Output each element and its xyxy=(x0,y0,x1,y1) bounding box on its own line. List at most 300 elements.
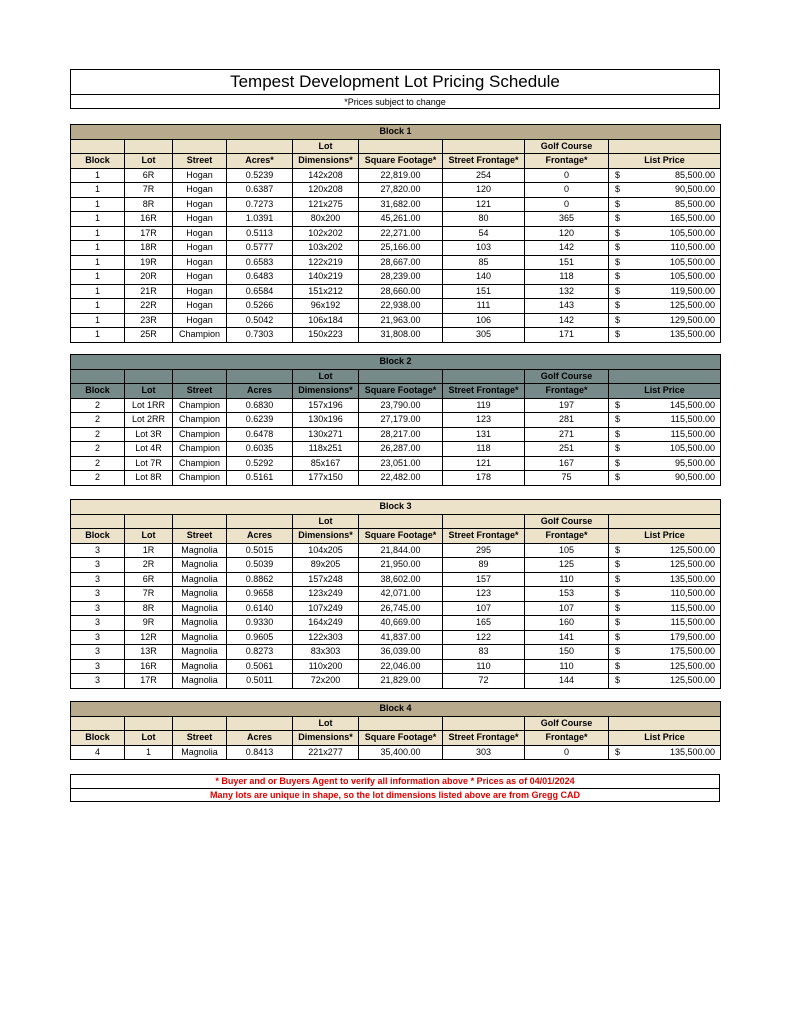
currency-symbol: $ xyxy=(615,544,621,555)
table-cell: 107 xyxy=(443,601,525,616)
price-value: 85,500.00 xyxy=(674,169,716,180)
currency-symbol: $ xyxy=(615,646,621,657)
currency-symbol: $ xyxy=(615,285,621,296)
table-row xyxy=(71,183,721,198)
column-header-top xyxy=(359,514,443,529)
table-cell: 143 xyxy=(525,299,609,314)
table-cell: 26,745.00 xyxy=(359,601,443,616)
table-cell: 12R xyxy=(125,630,173,645)
table-cell: 165 xyxy=(443,616,525,631)
table-cell: 123x249 xyxy=(293,587,359,602)
table-cell: 142x208 xyxy=(293,168,359,183)
table-row xyxy=(71,427,721,442)
price-value: 115,500.00 xyxy=(670,602,716,613)
table-cell: Hogan xyxy=(173,197,227,212)
price-value: 135,500.00 xyxy=(669,573,716,584)
table-cell: 45,261.00 xyxy=(359,212,443,227)
price-value: 115,500.00 xyxy=(670,414,716,425)
table-cell: 22,271.00 xyxy=(359,226,443,241)
list-price-cell xyxy=(609,427,721,442)
table-cell: 1 xyxy=(71,255,125,270)
table-row xyxy=(71,284,721,299)
list-price-cell xyxy=(609,745,721,760)
price-value: 145,500.00 xyxy=(669,399,716,410)
table-cell: 157x248 xyxy=(293,572,359,587)
table-cell: 118 xyxy=(525,270,609,285)
table-cell: 0.6583 xyxy=(227,255,293,270)
table-cell: 0.8862 xyxy=(227,572,293,587)
currency-symbol: $ xyxy=(615,631,621,642)
table-cell: 144 xyxy=(525,674,609,689)
column-header-block: Block xyxy=(71,731,125,746)
table-cell: 1 xyxy=(125,745,173,760)
table-cell: 121x275 xyxy=(293,197,359,212)
column-header-dims2: Dimensions* xyxy=(293,731,359,746)
table-cell: 104x205 xyxy=(293,543,359,558)
table-cell: 85x167 xyxy=(293,456,359,471)
currency-symbol: $ xyxy=(615,213,621,224)
table-cell: 110 xyxy=(443,659,525,674)
list-price-cell xyxy=(609,197,721,212)
block-title: Block 3 xyxy=(71,500,721,515)
column-header-street: Street xyxy=(173,384,227,399)
table-cell: 102x202 xyxy=(293,226,359,241)
table-cell: Hogan xyxy=(173,284,227,299)
table-cell: Hogan xyxy=(173,299,227,314)
column-header-price: List Price xyxy=(609,154,721,169)
currency-symbol: $ xyxy=(615,457,621,468)
table-cell: 40,669.00 xyxy=(359,616,443,631)
list-price-cell xyxy=(609,543,721,558)
table-row xyxy=(71,601,721,616)
table-cell: 23,790.00 xyxy=(359,398,443,413)
table-cell: 271 xyxy=(525,427,609,442)
table-cell: 80 xyxy=(443,212,525,227)
table-cell: 0.9330 xyxy=(227,616,293,631)
table-cell: Magnolia xyxy=(173,543,227,558)
column-header-top xyxy=(227,369,293,384)
table-cell: 110 xyxy=(525,572,609,587)
table-cell: 140 xyxy=(443,270,525,285)
table-row xyxy=(71,299,721,314)
price-value: 119,500.00 xyxy=(670,285,716,296)
currency-symbol: $ xyxy=(615,198,621,209)
table-cell: 1 xyxy=(71,270,125,285)
table-cell: 118x251 xyxy=(293,442,359,457)
table-cell: 1 xyxy=(71,313,125,328)
table-cell: 38,602.00 xyxy=(359,572,443,587)
table-cell: 23R xyxy=(125,313,173,328)
column-header-top: Lot xyxy=(293,514,359,529)
currency-symbol: $ xyxy=(615,329,621,340)
table-cell: 3 xyxy=(71,587,125,602)
column-header-block: Block xyxy=(71,529,125,544)
column-header-top xyxy=(227,716,293,731)
table-cell: 23,051.00 xyxy=(359,456,443,471)
list-price-cell xyxy=(609,674,721,689)
table-cell: Lot 4R xyxy=(125,442,173,457)
table-cell: 83 xyxy=(443,645,525,660)
list-price-cell xyxy=(609,270,721,285)
table-cell: 1 xyxy=(71,212,125,227)
table-cell: 0.6239 xyxy=(227,413,293,428)
table-row xyxy=(71,558,721,573)
price-value: 125,500.00 xyxy=(669,559,716,570)
column-header-frontage: Street Frontage* xyxy=(443,384,525,399)
table-cell: 111 xyxy=(443,299,525,314)
currency-symbol: $ xyxy=(615,588,621,599)
table-cell: 1 xyxy=(71,241,125,256)
table-cell: Lot 1RR xyxy=(125,398,173,413)
column-header-top: Lot xyxy=(293,716,359,731)
table-cell: 121 xyxy=(443,456,525,471)
table-cell: 118 xyxy=(443,442,525,457)
table-cell: 178 xyxy=(443,471,525,486)
currency-symbol: $ xyxy=(615,414,621,425)
table-cell: 72 xyxy=(443,674,525,689)
currency-symbol: $ xyxy=(615,602,621,613)
column-header-dims2: Dimensions* xyxy=(293,384,359,399)
table-cell: Magnolia xyxy=(173,601,227,616)
table-cell: Lot 2RR xyxy=(125,413,173,428)
table-cell: 28,660.00 xyxy=(359,284,443,299)
table-cell: 150x223 xyxy=(293,328,359,343)
table-row xyxy=(71,616,721,631)
table-cell: 36,039.00 xyxy=(359,645,443,660)
price-value: 110,500.00 xyxy=(670,588,716,599)
table-cell: 105 xyxy=(525,543,609,558)
table-cell: 9R xyxy=(125,616,173,631)
table-cell: 89 xyxy=(443,558,525,573)
table-cell: 22,046.00 xyxy=(359,659,443,674)
table-cell: 2 xyxy=(71,413,125,428)
price-value: 105,500.00 xyxy=(669,227,716,238)
table-cell: 120 xyxy=(443,183,525,198)
price-value: 115,500.00 xyxy=(670,617,716,628)
table-cell: 107x249 xyxy=(293,601,359,616)
column-header-street: Street xyxy=(173,154,227,169)
column-header-top: Golf Course xyxy=(525,514,609,529)
column-header-lot: Lot xyxy=(125,731,173,746)
table-cell: 119 xyxy=(443,398,525,413)
table-cell: 3 xyxy=(71,630,125,645)
table-row xyxy=(71,456,721,471)
table-row xyxy=(71,270,721,285)
list-price-cell xyxy=(609,413,721,428)
column-header-top xyxy=(443,716,525,731)
table-cell: 16R xyxy=(125,212,173,227)
table-cell: 18R xyxy=(125,241,173,256)
column-header-top xyxy=(125,514,173,529)
block-table xyxy=(70,499,721,689)
block-table xyxy=(70,124,721,343)
table-cell: 13R xyxy=(125,645,173,660)
table-cell: 0.5113 xyxy=(227,226,293,241)
table-cell: 295 xyxy=(443,543,525,558)
price-value: 105,500.00 xyxy=(669,256,716,267)
table-cell: 130x271 xyxy=(293,427,359,442)
price-value: 105,500.00 xyxy=(669,443,716,454)
table-cell: 221x277 xyxy=(293,745,359,760)
table-cell: Magnolia xyxy=(173,659,227,674)
list-price-cell xyxy=(609,616,721,631)
list-price-cell xyxy=(609,183,721,198)
table-cell: Magnolia xyxy=(173,616,227,631)
table-cell: 151 xyxy=(443,284,525,299)
table-row xyxy=(71,442,721,457)
currency-symbol: $ xyxy=(615,256,621,267)
table-cell: 0 xyxy=(525,197,609,212)
table-cell: 3 xyxy=(71,572,125,587)
table-cell: 131 xyxy=(443,427,525,442)
table-cell: Hogan xyxy=(173,255,227,270)
table-cell: 0 xyxy=(525,183,609,198)
list-price-cell xyxy=(609,587,721,602)
currency-symbol: $ xyxy=(615,746,621,757)
column-header-top: Lot xyxy=(293,369,359,384)
currency-symbol: $ xyxy=(615,472,621,483)
currency-symbol: $ xyxy=(615,227,621,238)
table-cell: 28,217.00 xyxy=(359,427,443,442)
table-cell: 251 xyxy=(525,442,609,457)
column-header-top xyxy=(443,139,525,154)
table-cell: 3 xyxy=(71,558,125,573)
list-price-cell xyxy=(609,601,721,616)
column-header-acres: Acres xyxy=(227,731,293,746)
list-price-cell xyxy=(609,212,721,227)
table-cell: 1 xyxy=(71,197,125,212)
table-row xyxy=(71,587,721,602)
table-cell: 6R xyxy=(125,572,173,587)
column-header-golf2: Frontage* xyxy=(525,731,609,746)
table-cell: 157x196 xyxy=(293,398,359,413)
table-cell: 142 xyxy=(525,241,609,256)
currency-symbol: $ xyxy=(615,573,621,584)
table-cell: 140x219 xyxy=(293,270,359,285)
table-cell: 21,829.00 xyxy=(359,674,443,689)
table-cell: 1 xyxy=(71,299,125,314)
currency-symbol: $ xyxy=(615,314,621,325)
price-value: 125,500.00 xyxy=(669,675,716,686)
table-cell: Magnolia xyxy=(173,587,227,602)
table-row xyxy=(71,313,721,328)
table-cell: Hogan xyxy=(173,212,227,227)
table-cell: 28,239.00 xyxy=(359,270,443,285)
table-cell: 2R xyxy=(125,558,173,573)
price-value: 125,500.00 xyxy=(669,660,716,671)
price-value: 105,500.00 xyxy=(669,271,716,282)
table-cell: 22,938.00 xyxy=(359,299,443,314)
table-cell: Hogan xyxy=(173,270,227,285)
table-cell: 110x200 xyxy=(293,659,359,674)
table-cell: Lot 3R xyxy=(125,427,173,442)
table-cell: 31,682.00 xyxy=(359,197,443,212)
table-row xyxy=(71,543,721,558)
column-header-frontage: Street Frontage* xyxy=(443,154,525,169)
column-header-top xyxy=(443,514,525,529)
table-cell: 1 xyxy=(71,226,125,241)
column-header-top xyxy=(71,514,125,529)
table-cell: Champion xyxy=(173,328,227,343)
page-subtitle: *Prices subject to change xyxy=(344,97,446,107)
table-cell: 1 xyxy=(71,183,125,198)
table-cell: 0.7273 xyxy=(227,197,293,212)
table-row xyxy=(71,255,721,270)
block-table xyxy=(70,354,721,486)
column-header-sqft: Square Footage* xyxy=(359,154,443,169)
table-cell: 0.5042 xyxy=(227,313,293,328)
block-table xyxy=(70,701,721,760)
column-header-top xyxy=(609,514,721,529)
table-cell: Hogan xyxy=(173,183,227,198)
table-cell: 89x205 xyxy=(293,558,359,573)
table-cell: 85 xyxy=(443,255,525,270)
table-cell: 150 xyxy=(525,645,609,660)
list-price-cell xyxy=(609,558,721,573)
column-header-top xyxy=(125,369,173,384)
table-cell: 3 xyxy=(71,616,125,631)
list-price-cell xyxy=(609,313,721,328)
table-cell: 42,071.00 xyxy=(359,587,443,602)
table-cell: 0.5292 xyxy=(227,456,293,471)
table-cell: Magnolia xyxy=(173,674,227,689)
table-cell: Champion xyxy=(173,471,227,486)
currency-symbol: $ xyxy=(615,271,621,282)
table-cell: 75 xyxy=(525,471,609,486)
table-cell: Magnolia xyxy=(173,572,227,587)
table-row xyxy=(71,241,721,256)
table-cell: Lot 8R xyxy=(125,471,173,486)
table-cell: 17R xyxy=(125,226,173,241)
table-cell: 31,808.00 xyxy=(359,328,443,343)
column-header-top xyxy=(71,139,125,154)
table-cell: Hogan xyxy=(173,313,227,328)
table-cell: 0.8413 xyxy=(227,745,293,760)
column-header-price: List Price xyxy=(609,529,721,544)
table-cell: 19R xyxy=(125,255,173,270)
table-cell: 27,179.00 xyxy=(359,413,443,428)
list-price-cell xyxy=(609,299,721,314)
column-header-lot: Lot xyxy=(125,529,173,544)
currency-symbol: $ xyxy=(615,399,621,410)
table-cell: 107 xyxy=(525,601,609,616)
block-title: Block 1 xyxy=(71,125,721,140)
table-cell: 3 xyxy=(71,543,125,558)
table-cell: 3 xyxy=(71,601,125,616)
table-cell: 7R xyxy=(125,587,173,602)
table-cell: 54 xyxy=(443,226,525,241)
table-cell: 305 xyxy=(443,328,525,343)
table-cell: 0.6387 xyxy=(227,183,293,198)
column-header-top xyxy=(71,716,125,731)
disclaimer-note-2: Many lots are unique in shape, so the lot dimensions listed above are from Gregg CAD xyxy=(209,790,581,800)
column-header-top xyxy=(227,514,293,529)
column-header-top xyxy=(227,139,293,154)
table-cell: 3 xyxy=(71,674,125,689)
table-row xyxy=(71,212,721,227)
table-cell: 2 xyxy=(71,442,125,457)
column-header-sqft: Square Footage* xyxy=(359,384,443,399)
list-price-cell xyxy=(609,645,721,660)
table-cell: 25,166.00 xyxy=(359,241,443,256)
table-cell: 2 xyxy=(71,471,125,486)
list-price-cell xyxy=(609,630,721,645)
block-title: Block 4 xyxy=(71,702,721,717)
column-header-dims2: Dimensions* xyxy=(293,529,359,544)
table-cell: 0.6483 xyxy=(227,270,293,285)
list-price-cell xyxy=(609,168,721,183)
price-value: 129,500.00 xyxy=(669,314,716,325)
table-cell: 20R xyxy=(125,270,173,285)
price-value: 175,500.00 xyxy=(669,646,716,657)
table-cell: 151x212 xyxy=(293,284,359,299)
table-cell: 1 xyxy=(71,328,125,343)
list-price-cell xyxy=(609,659,721,674)
column-header-acres: Acres xyxy=(227,384,293,399)
table-cell: 167 xyxy=(525,456,609,471)
table-row xyxy=(71,328,721,343)
table-cell: 0.6035 xyxy=(227,442,293,457)
table-cell: 3 xyxy=(71,645,125,660)
price-value: 85,500.00 xyxy=(674,198,716,209)
table-cell: 0.9658 xyxy=(227,587,293,602)
price-value: 115,500.00 xyxy=(670,428,716,439)
column-header-top: Golf Course xyxy=(525,139,609,154)
list-price-cell xyxy=(609,442,721,457)
list-price-cell xyxy=(609,328,721,343)
table-cell: 0.5015 xyxy=(227,543,293,558)
column-header-lot: Lot xyxy=(125,154,173,169)
table-cell: 22,482.00 xyxy=(359,471,443,486)
table-cell: 142 xyxy=(525,313,609,328)
list-price-cell xyxy=(609,471,721,486)
column-header-frontage: Street Frontage* xyxy=(443,529,525,544)
table-cell: 8R xyxy=(125,601,173,616)
table-cell: 1.0391 xyxy=(227,212,293,227)
table-cell: 6R xyxy=(125,168,173,183)
table-cell: 0.6478 xyxy=(227,427,293,442)
disclaimer-box xyxy=(70,774,720,802)
table-cell: 157 xyxy=(443,572,525,587)
table-cell: 28,667.00 xyxy=(359,255,443,270)
table-cell: 17R xyxy=(125,674,173,689)
currency-symbol: $ xyxy=(615,443,621,454)
column-header-sqft: Square Footage* xyxy=(359,529,443,544)
table-cell: 21,950.00 xyxy=(359,558,443,573)
column-header-top xyxy=(173,139,227,154)
price-value: 165,500.00 xyxy=(669,213,716,224)
column-header-lot: Lot xyxy=(125,384,173,399)
table-cell: 0.9605 xyxy=(227,630,293,645)
table-cell: 0.5161 xyxy=(227,471,293,486)
table-cell: 130x196 xyxy=(293,413,359,428)
table-row xyxy=(71,226,721,241)
table-cell: 21,844.00 xyxy=(359,543,443,558)
table-cell: 103 xyxy=(443,241,525,256)
column-header-top: Golf Course xyxy=(525,716,609,731)
table-cell: 123 xyxy=(443,413,525,428)
table-row xyxy=(71,197,721,212)
column-header-top xyxy=(359,369,443,384)
table-cell: 0.5011 xyxy=(227,674,293,689)
table-cell: 125 xyxy=(525,558,609,573)
table-cell: 141 xyxy=(525,630,609,645)
table-cell: 122x219 xyxy=(293,255,359,270)
table-cell: 21R xyxy=(125,284,173,299)
table-row xyxy=(71,745,721,760)
table-cell: Hogan xyxy=(173,241,227,256)
column-header-acres: Acres xyxy=(227,529,293,544)
